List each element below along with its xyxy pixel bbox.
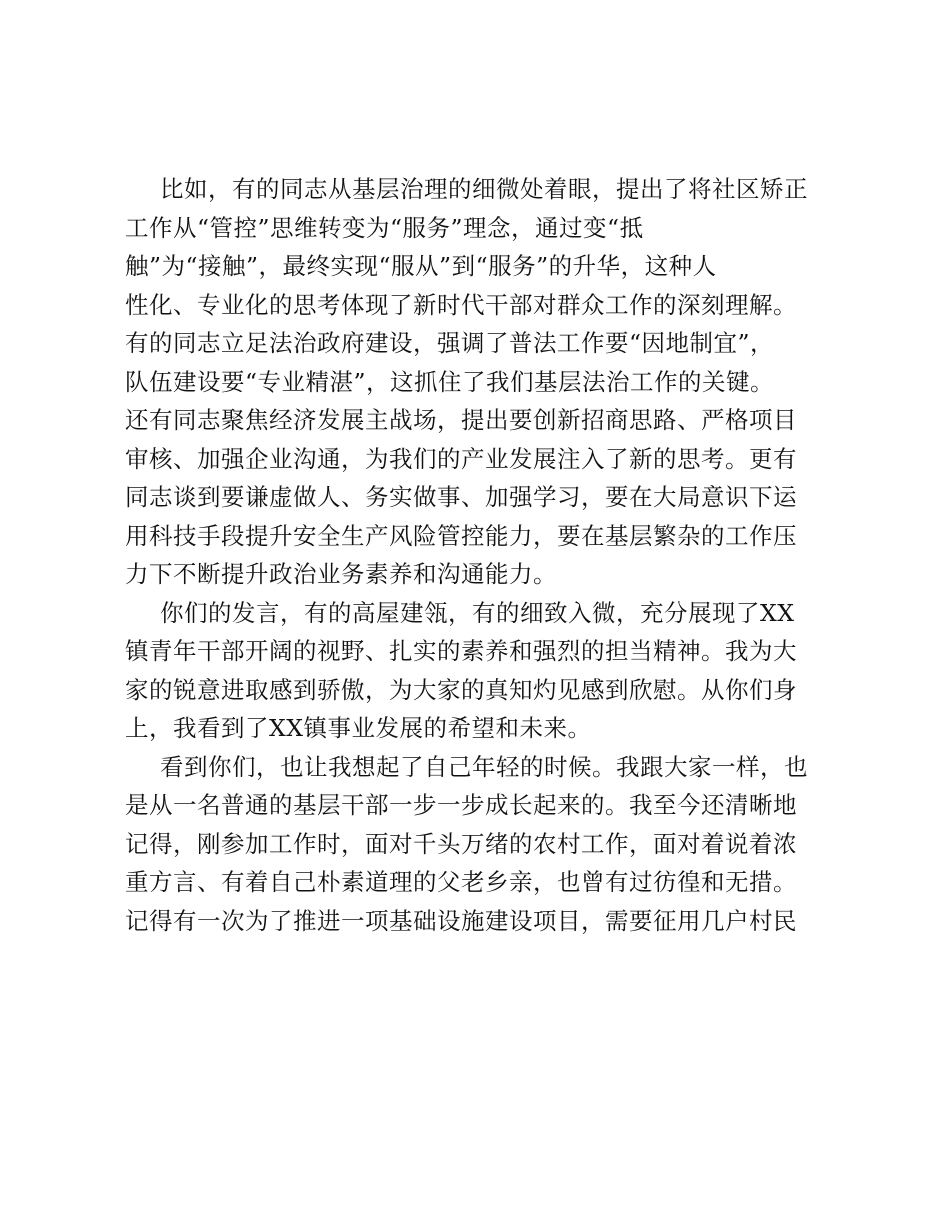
- paragraph-1-line-7: 还有同志聚焦经济发展主战场，提出要创新招商思路、严格项目: [125, 406, 797, 434]
- paragraph-2-line-2: 镇青年干部开阔的视野、扎实的素养和强烈的担当精神。我为大: [125, 637, 797, 665]
- paragraph-1-line-3: 触”为“接触”，最终实现“服从”到“服务”的升华，这种人: [125, 252, 717, 280]
- paragraph-2-line-4: 上，我看到了XX镇事业发展的希望和未来。: [125, 714, 592, 742]
- paragraph-1-line-11: 力下不断提升政治业务素养和沟通能力。: [125, 560, 557, 588]
- paragraph-1-line-4: 性化、专业化的思考体现了新时代干部对群众工作的深刻理解。: [125, 290, 797, 319]
- paragraph-3-line-4: 重方言、有着自己朴素道理的父老乡亲，也曾有过彷徨和无措。: [125, 868, 797, 896]
- paragraph-1-line-1: 比如，有的同志从基层治理的细微处着眼，提出了将社区矫正: [160, 175, 808, 203]
- paragraph-3-line-1: 看到你们，也让我想起了自己年轻的时候。我跟大家一样，也: [160, 752, 808, 781]
- paragraph-1-line-6: 队伍建设要“专业精湛”，这抓住了我们基层法治工作的关键。: [125, 367, 775, 396]
- paragraph-2-line-1: 你们的发言，有的高屋建瓴，有的细致入微，充分展现了XX: [160, 598, 795, 627]
- paragraph-3-line-3: 记得，刚参加工作时，面对千头万绪的农村工作，面对着说着浓: [125, 829, 797, 858]
- paragraph-1-line-2: 工作从“管控”思维转变为“服务”理念，通过变“抵: [125, 213, 644, 242]
- paragraph-3-line-2: 是从一名普通的基层干部一步一步成长起来的。我至今还清晰地: [125, 791, 797, 819]
- paragraph-1-line-5: 有的同志立足法治政府建设，强调了普法工作要“因地制宜”，: [125, 329, 775, 357]
- paragraph-3-line-5: 记得有一次为了推进一项基础设施建设项目，需要征用几户村民: [125, 906, 797, 935]
- body-text: [125, 170, 845, 940]
- paragraph-1-line-8: 审核、加强企业沟通，为我们的产业发展注入了新的思考。更有: [125, 444, 797, 473]
- paragraph-2-line-3: 家的锐意进取感到骄傲，为大家的真知灼见感到欣慰。从你们身: [125, 675, 797, 704]
- paragraph-1-line-9: 同志谈到要谦虚做人、务实做事、加强学习，要在大局意识下运: [125, 483, 797, 511]
- paragraph-1-line-10: 用科技手段提升安全生产风险管控能力，要在基层繁杂的工作压: [125, 521, 797, 550]
